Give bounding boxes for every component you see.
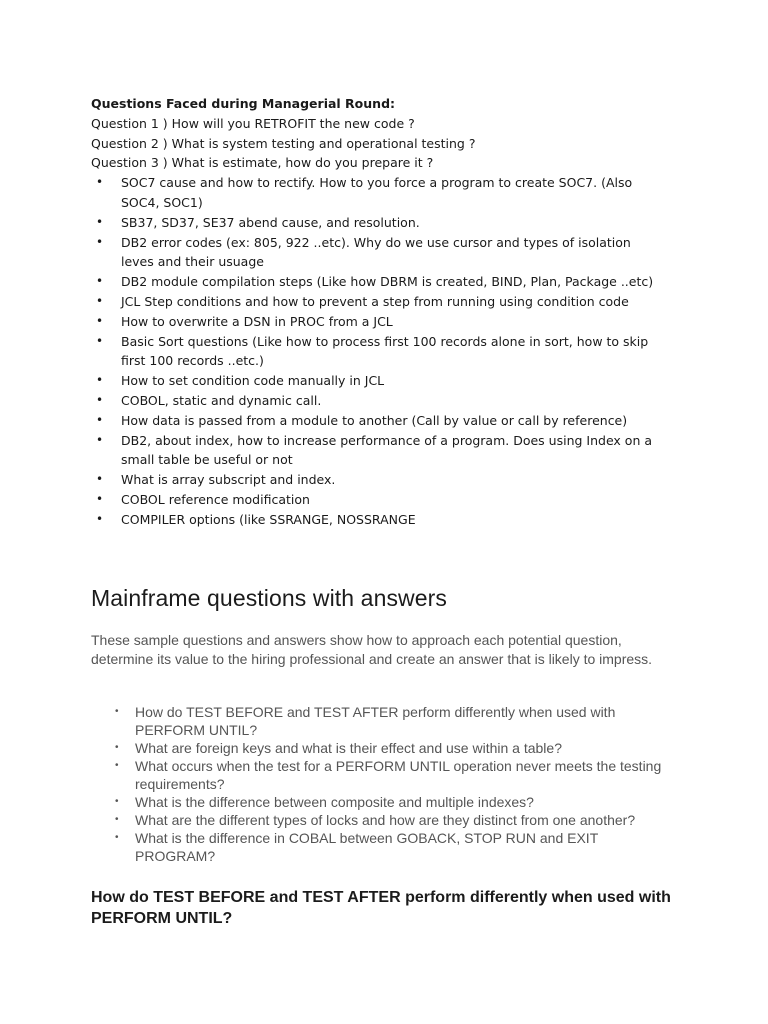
list-item	[91, 213, 666, 233]
mainframe-question-list	[91, 703, 681, 865]
list-item	[91, 510, 666, 530]
list-item	[91, 470, 666, 490]
list-item-text: What is the difference in COBAL between GOBACK, STOP RUN and EXIT PROGRAM?	[135, 830, 598, 864]
bullet-icon: •	[96, 491, 104, 506]
list-item-text: SOC7 cause and how to rectify. How to you force a program to create SOC7. (Also SOC4, SOC1)	[121, 175, 633, 210]
list-item	[91, 757, 681, 793]
list-item	[91, 490, 666, 510]
intro-paragraph: These sample questions and answers show how to approach each potential question, determine its value to the hiring professional and create an answer that is likely to impress.	[91, 632, 653, 667]
list-item-text: Basic Sort questions (Like how to process first 100 records alone in sort, how to skip first 100 records ..etc.)	[121, 333, 649, 369]
bullet-icon: •	[96, 234, 104, 249]
bullet-icon: •	[115, 796, 119, 807]
bullet-icon: •	[115, 742, 119, 753]
list-item	[91, 292, 666, 312]
bullet-icon: •	[96, 214, 104, 229]
bullet-icon: •	[96, 432, 104, 447]
list-item	[91, 312, 666, 332]
list-item-text: COBOL, static and dynamic call.	[121, 392, 322, 408]
list-item	[91, 703, 681, 739]
list-item-text: What is the difference between composite and multiple indexes?	[135, 794, 534, 810]
list-item	[91, 793, 681, 811]
bullet-icon: •	[96, 392, 104, 407]
managerial-round-heading: Questions Faced during Managerial Round:	[91, 96, 396, 111]
list-item-text: COMPILER options (like SSRANGE, NOSSRANGE	[121, 511, 416, 527]
list-item-text: DB2, about index, how to increase performance of a program. Does using Index on a small table be useful or not	[121, 432, 652, 468]
bullet-icon: •	[96, 293, 104, 308]
list-item-text: DB2 module compilation steps (Like how DBRM is created, BIND, Plan, Package ..etc)	[121, 274, 654, 290]
list-item-text: JCL Step conditions and how to prevent a step from running using condition code	[121, 293, 629, 309]
bullet-icon: •	[96, 274, 104, 289]
list-item	[91, 391, 666, 411]
list-item-text: How to set condition code manually in JCL	[121, 373, 385, 389]
bullet-icon: •	[96, 412, 104, 427]
section-title: Mainframe questions with answers	[91, 585, 448, 611]
bullet-icon: •	[96, 511, 104, 526]
question-3: Question 3 ) What is estimate, how do you prepare it ?	[91, 155, 434, 171]
list-item-text: SB37, SD37, SE37 abend cause, and resolution.	[121, 214, 420, 230]
list-item	[91, 272, 666, 292]
list-item	[91, 739, 681, 757]
managerial-bullet-list	[91, 173, 666, 529]
list-item-text: How data is passed from a module to another (Call by value or call by reference)	[121, 412, 628, 428]
bullet-icon: •	[96, 333, 104, 348]
list-item	[91, 332, 666, 372]
list-item-text: What are the different types of locks and how are they distinct from one another?	[135, 812, 636, 828]
list-item-text: What are foreign keys and what is their effect and use within a table?	[135, 740, 562, 756]
list-item	[91, 173, 666, 213]
managerial-round-section	[91, 94, 666, 530]
bullet-icon: •	[115, 760, 119, 771]
list-item	[91, 829, 681, 865]
list-item-text: COBOL reference modification	[121, 491, 310, 507]
list-item	[91, 411, 666, 431]
bullet-icon: •	[96, 175, 104, 190]
bullet-icon: •	[115, 706, 119, 717]
question-subheading: How do TEST BEFORE and TEST AFTER perform differently when used with PERFORM UNTIL?	[91, 889, 671, 927]
list-item-text: What occurs when the test for a PERFORM UNTIL operation never meets the testing requirements?	[135, 758, 662, 792]
question-1: Question 1 ) How will you RETROFIT the new code ?	[91, 115, 415, 131]
list-item	[91, 233, 666, 273]
list-item	[91, 431, 666, 471]
list-item-text: How to overwrite a DSN in PROC from a JCL	[121, 313, 393, 329]
bullet-icon: •	[115, 832, 119, 843]
list-item-text: DB2 error codes (ex: 805, 922 ..etc). Why do we use cursor and types of isolation leves and their usuage	[121, 234, 631, 270]
question-2: Question 2 ) What is system testing and operational testing ?	[91, 135, 476, 151]
bullet-icon: •	[115, 814, 119, 825]
list-item-text: How do TEST BEFORE and TEST AFTER perform differently when used with PERFORM UNTIL?	[135, 704, 616, 738]
bullet-icon: •	[96, 472, 104, 487]
list-item-text: What is array subscript and index.	[121, 472, 336, 488]
list-item	[91, 371, 666, 391]
bullet-icon: •	[96, 313, 104, 328]
list-item	[91, 811, 681, 829]
bullet-icon: •	[96, 373, 104, 388]
